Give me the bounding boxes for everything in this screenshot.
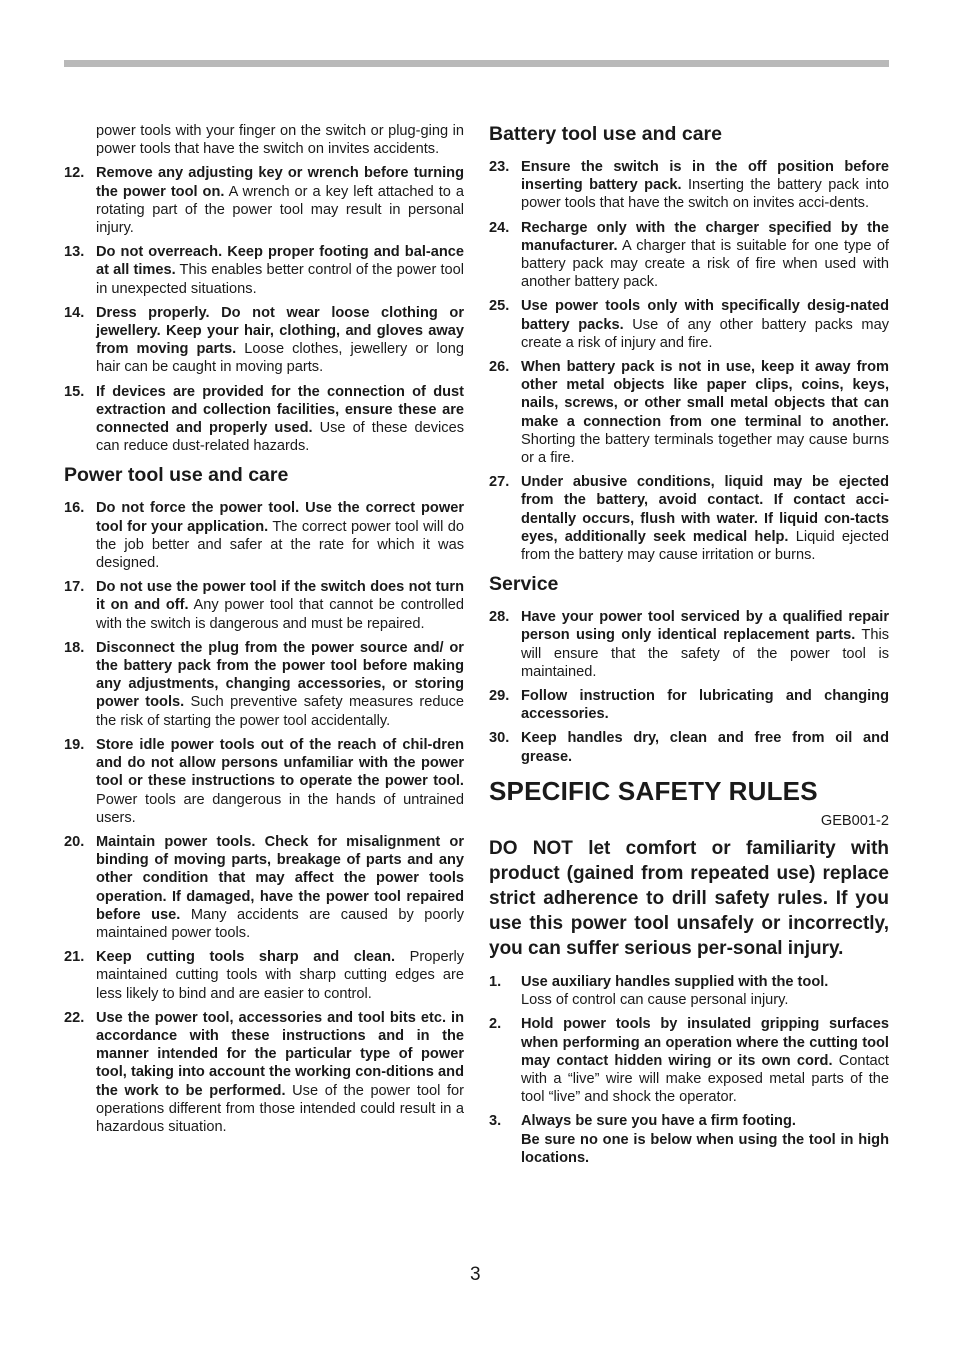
item-text: Power tools are dangerous in the hands of untrained users. [96, 791, 464, 826]
list-item [489, 687, 889, 723]
item-text: Shorting the battery terminals together may cause burns or a fire. [521, 431, 889, 467]
list-item [64, 164, 464, 237]
item-text: Any power tool that cannot be controlled with the switch is dangerous and must be repaired. [96, 597, 464, 632]
item-number: 14. [64, 304, 85, 321]
item-text: Such preventive safety measures reduce the risk of starting the power tool accidentally. [96, 694, 464, 729]
page-number: 3 [470, 1264, 481, 1285]
list-item [64, 499, 464, 572]
item-text: This will ensure that the safety of the power tool is maintained. [521, 627, 889, 680]
service-list [489, 608, 889, 766]
item-number: 2. [489, 1016, 502, 1033]
item-number: 26. [489, 359, 510, 376]
item-bold-text: Keep handles dry, clean and free from oil and grease. [521, 730, 889, 765]
section-heading-service: Service [489, 573, 559, 596]
item-text: Inserting the battery pack into power tools that have the switch on invites acci-dents. [521, 177, 889, 212]
list-item [64, 639, 464, 730]
list-item [489, 729, 889, 765]
item-bold-text: Do not force the power tool. Use the correct power tool for your application. [96, 500, 464, 535]
section-heading-battery: Battery tool use and care [489, 123, 722, 145]
warning-text: DO NOT let comfort or familiarity with product (gained from repeated use) replace strict adherence to drill safety rules. If you use this power tool unsafely or incorrectly, you can suffer serious per-sonal injury. [489, 837, 889, 959]
item-number: 28. [489, 609, 510, 626]
item-text: Liquid ejected from the battery may cause irritation or burns. [521, 528, 889, 564]
item-number: 17. [64, 579, 85, 596]
specific-safety-title: SPECIFIC SAFETY RULES [489, 775, 818, 806]
item-bold-text-second-line: Be sure no one is below when using the tool in high locations. [521, 1131, 889, 1166]
item-text: Contact with a “live” wire will make exposed metal parts of the tool “live” and shock the operator. [521, 1052, 889, 1106]
list-item [489, 608, 889, 681]
item-number: 3. [489, 1113, 502, 1130]
item-bold-text: If devices are provided for the connection of dust extraction and collection facilities, ensure these are connected and properly used. [96, 383, 464, 437]
item-bold-text: Recharge only with the charger specified by the manufacturer. [521, 219, 889, 254]
item-bold-text: Use auxiliary handles supplied with the tool. [521, 973, 829, 990]
item-bold-text: Follow instruction for lubricating and changing accessories. [521, 688, 889, 723]
item-bold-text: Use the power tool, accessories and tool bits etc. in accordance with these instructions and in the manner intended for the particular type of power tool, taking into account the working con-ditions and the work to be performed. [96, 1009, 464, 1099]
list-item [64, 948, 464, 1003]
item-text: Use of these devices can reduce dust-related hazards. [96, 420, 464, 455]
continuation-text: power tools with your finger on the switch or plug-ging in power tools that have the switch on invites accidents. [96, 123, 464, 158]
list-item [64, 383, 464, 456]
item-text: Use of any other battery packs may create a risk of injury and fire. [521, 316, 889, 351]
list-item [64, 304, 464, 377]
item-number: 1. [489, 973, 502, 990]
item-text: Loose clothes, jewellery or long hair can be caught in moving parts. [96, 341, 464, 376]
item-bold-text: Under abusive conditions, liquid may be ejected from the battery, avoid contact. If contact acci-dentally occurs, flush with water. If liquid con-tacts eyes, additionally seek medical help. [521, 474, 889, 545]
item-bold-text: Dress properly. Do not wear loose clothing or jewellery. Keep your hair, clothing, and gloves away from moving parts. [96, 304, 464, 358]
item-bold-text: Hold power tools by insulated gripping surfaces when performing an operation where the cutting tool may contact hidden wiring or its own cord. [521, 1016, 889, 1069]
item-bold-text: Use power tools only with specifically desig-nated battery packs. [521, 298, 889, 333]
list-item [64, 1009, 464, 1136]
item-bold-text: Disconnect the plug from the power source and/ or the battery pack from the power tool before making any adjustments, changing accessories, or storing power tools. [96, 639, 464, 711]
item-text: A wrench or a key left attached to a rotating part of the power tool may result in personal injury. [96, 183, 464, 237]
list-item [64, 833, 464, 942]
item-number: 23. [489, 159, 510, 175]
item-bold-text: Maintain power tools. Check for misalignment or binding of moving parts, breakage of parts and any other condition that may affect the power tools operation. If damaged, have the power tool repaired before use. [96, 833, 464, 923]
item-number: 20. [64, 833, 85, 850]
battery-list [489, 158, 889, 564]
list-item [64, 243, 464, 298]
item-text: The correct power tool will do the job better and safer at the rate for which it was designed. [96, 518, 464, 572]
item-text: Loss of control can cause personal injury. [521, 992, 789, 1009]
item-number: 21. [64, 949, 85, 966]
left-column [64, 122, 464, 1142]
list-item [489, 473, 889, 564]
item-number: 15. [64, 383, 85, 400]
document-code: GEB001-2 [820, 812, 889, 829]
item-bold-text: Ensure the switch is in the off position before inserting battery pack. [521, 159, 889, 194]
item-number: 16. [64, 500, 85, 517]
item-number: 25. [489, 298, 510, 315]
item-number: 29. [489, 688, 510, 705]
list-item [489, 973, 889, 1009]
item-number: 12. [64, 165, 85, 182]
specific-rules-list [489, 973, 889, 1167]
item-bold-text: Have your power tool serviced by a qualified repair person using only identical replacement parts. [521, 609, 889, 644]
list-item [489, 158, 889, 213]
item-bold-text: Remove any adjusting key or wrench before turning the power tool on. [96, 165, 464, 200]
item-text: A charger that is suitable for one type of battery pack may create a risk of fire when used with another battery pack. [521, 237, 889, 291]
item-text: Many accidents are caused by poorly maintained power tools. [96, 906, 464, 941]
general-safety-list [64, 164, 464, 455]
item-number: 13. [64, 244, 85, 261]
item-number: 18. [64, 639, 85, 656]
item-bold-text: Do not use the power tool if the switch does not turn it on and off. [96, 579, 464, 614]
section-heading-power-tool: Power tool use and care [64, 464, 289, 487]
list-item [64, 736, 464, 827]
list-item [64, 578, 464, 633]
item-bold-text: Always be sure you have a firm footing. [521, 1113, 796, 1130]
item-number: 30. [489, 730, 510, 747]
item-text: Properly maintained cutting tools with sharp cutting edges are less likely to bind and are easier to control. [96, 949, 464, 1002]
header-rule [64, 60, 889, 67]
item-number: 22. [64, 1009, 85, 1026]
power-tool-list [64, 499, 464, 1136]
list-item [489, 1112, 889, 1167]
list-item [489, 1015, 889, 1106]
item-bold-text: When battery pack is not in use, keep it away from other metal objects like paper clips, coins, keys, nails, screws, or other small metal objects that can make a connection from one terminal to another. [521, 359, 889, 430]
item-text: Use of the power tool for operations different from those intended could result in a hazardous situation. [96, 1082, 465, 1135]
list-item [489, 219, 889, 292]
item-text: This enables better control of the power tool in unexpected situations. [96, 262, 464, 297]
item-bold-text: Do not overreach. Keep proper footing and bal-ance at all times. [96, 244, 464, 279]
item-bold-text: Store idle power tools out of the reach of chil-dren and do not allow persons unfamiliar with the power tool or these instructions to operate the power tool. [96, 736, 464, 790]
right-column [489, 122, 889, 1173]
item-bold-text: Keep cutting tools sharp and clean. [96, 949, 396, 966]
list-item [489, 297, 889, 352]
item-number: 27. [489, 474, 510, 491]
item-number: 19. [64, 736, 85, 753]
item-number: 24. [489, 219, 510, 236]
list-item [489, 358, 889, 467]
